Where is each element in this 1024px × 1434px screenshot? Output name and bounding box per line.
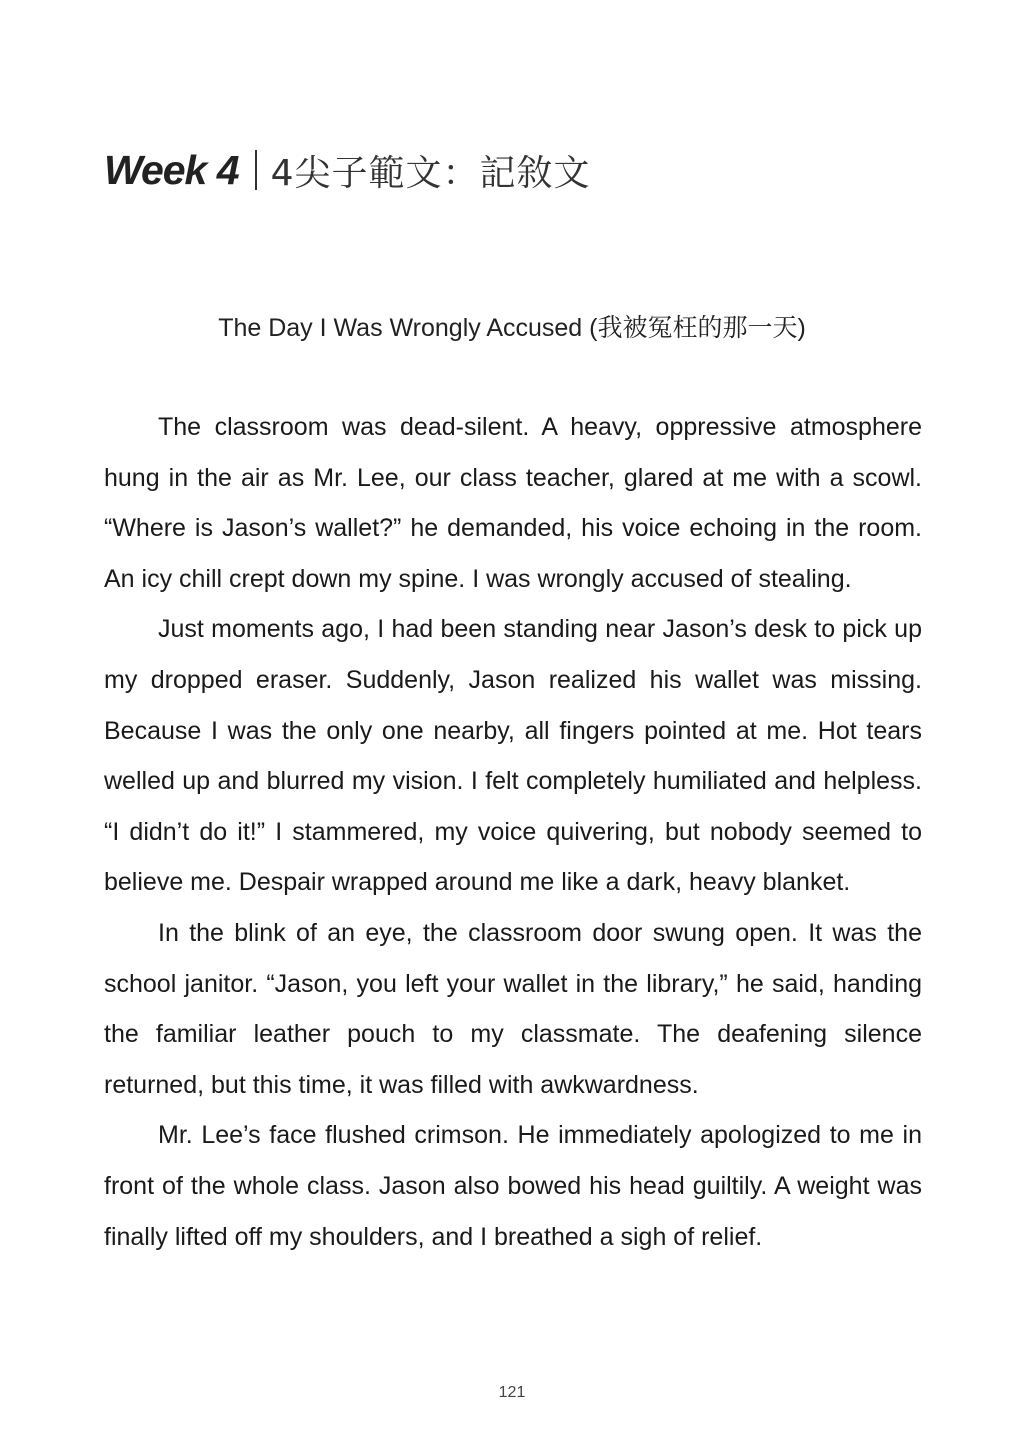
section-title: 4尖子範文：記敘文	[270, 152, 591, 194]
essay-body	[104, 402, 922, 1262]
page-number: 121	[498, 1384, 526, 1401]
essay-paragraph: In the blink of an eye, the classroom door swung open. It was the school janitor. “Jason, you left your wallet in the library,” he said, handing the familiar leather pouch to my classmate. The deafening silence returned, but this time, it was filled with awkwardness.	[104, 918, 922, 1099]
week-label: Week 4	[104, 146, 239, 193]
essay-paragraph: The classroom was dead-silent. A heavy, oppressive atmosphere hung in the air as Mr. Lee, our class teacher, glared at me with a scowl. “Where is Jason’s wallet?” he demanded, his voice echoing in the room. An icy chill crept down my spine. I was wrongly accused of stealing.	[104, 413, 922, 593]
page-header	[104, 140, 590, 200]
essay-paragraph: Mr. Lee’s face flushed crimson. He immediately apologized to me in front of the whole class. Jason also bowed his head guiltily. A weight was finally lifted off my shoulders, and I breathed a sigh of relief.	[104, 1121, 922, 1251]
essay-title: The Day I Was Wrongly Accused (我被冤枉的那一天)	[218, 314, 806, 342]
header-divider	[255, 150, 257, 190]
essay-paragraph: Just moments ago, I had been standing near Jason’s desk to pick up my dropped eraser. Suddenly, Jason realized his wallet was missing. Because I was the only one nearby, all fingers pointed at me. Hot tears welled up and blurred my vision. I felt completely humiliated and helpless. “I didn’t do it!” I stammered, my voice quivering, but nobody seemed to believe me. Despair wrapped around me like a dark, heavy blanket.	[104, 615, 922, 897]
